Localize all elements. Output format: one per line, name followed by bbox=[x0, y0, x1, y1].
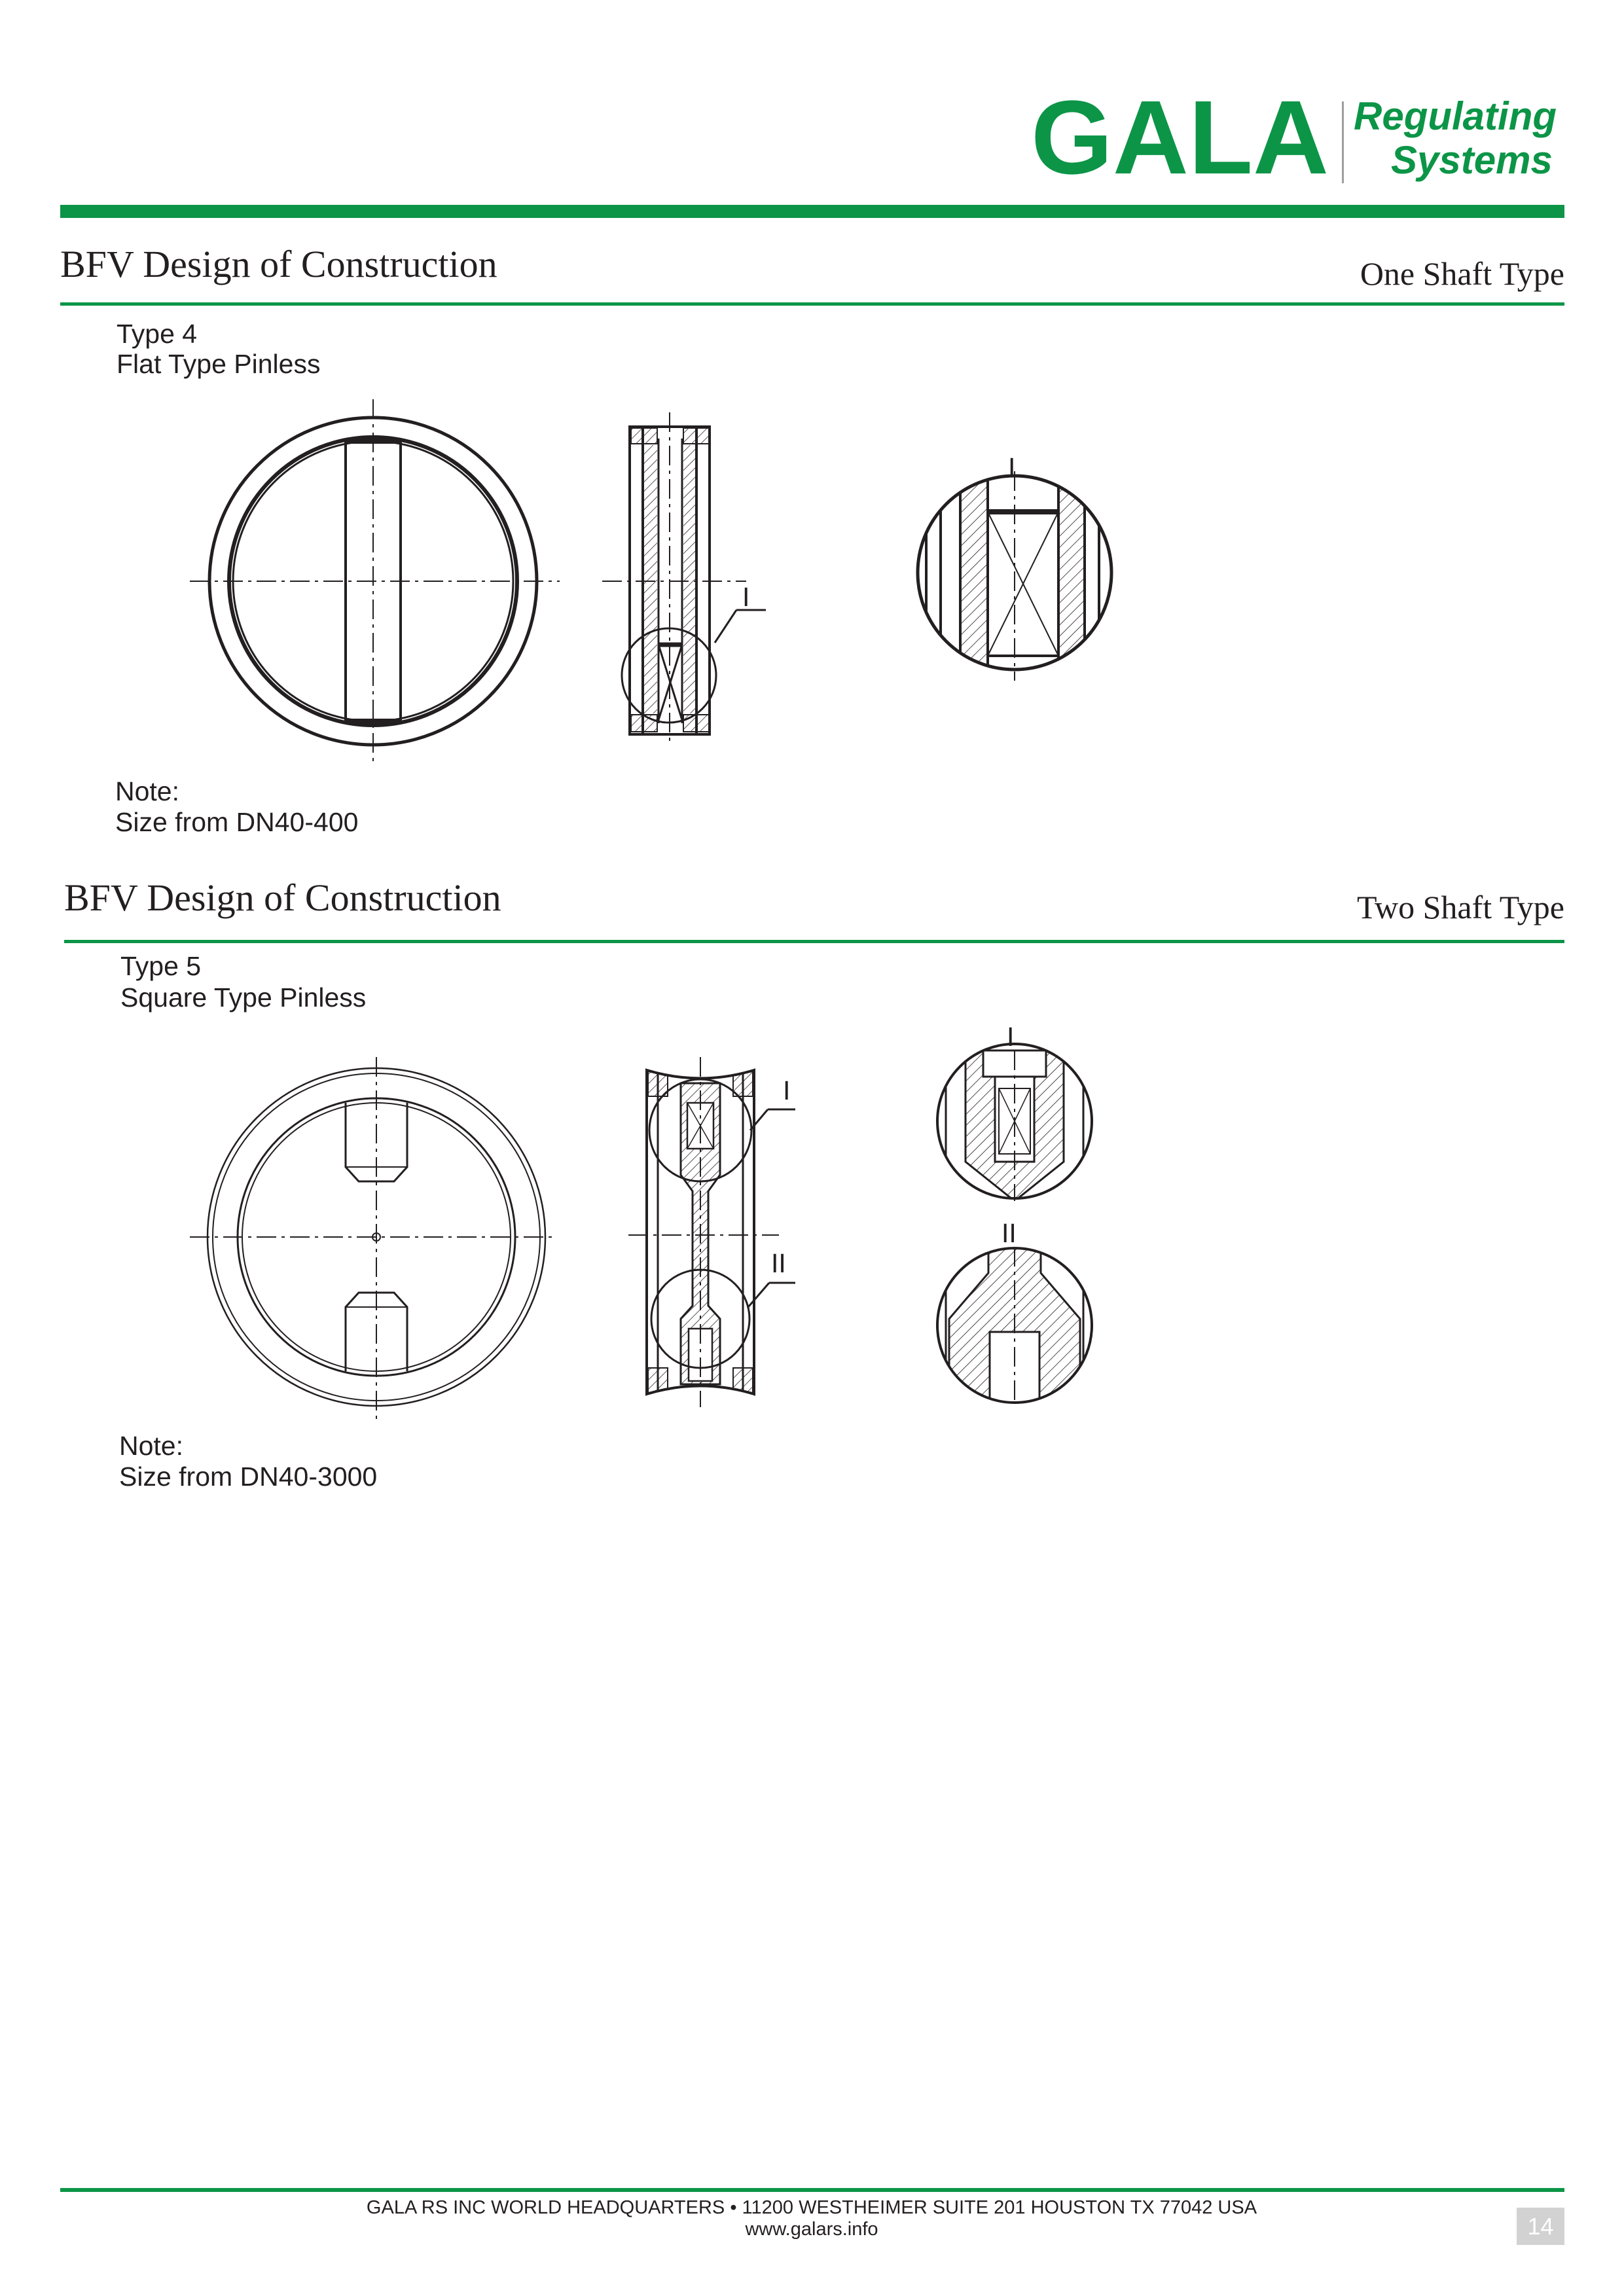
section2-detail-i-drawing bbox=[929, 1050, 1100, 1191]
section1-note-label: Note: bbox=[115, 776, 179, 806]
section2-detail-i-label: I bbox=[1007, 1022, 1015, 1052]
section1-side-callout-label: I bbox=[742, 582, 750, 612]
section1-type-name: Flat Type Pinless bbox=[117, 349, 321, 379]
section1-front-view-drawing bbox=[183, 399, 576, 766]
logo-tagline-systems: Systems bbox=[1391, 138, 1553, 182]
section2-side-callout-ii: II bbox=[771, 1248, 786, 1278]
section2-title: BFV Design of Construction bbox=[64, 876, 501, 919]
section2-note-label: Note: bbox=[119, 1431, 183, 1461]
section1-divider bbox=[60, 302, 1564, 306]
section2-type-label: Type 5 bbox=[120, 951, 202, 981]
section1-type-label: Type 4 bbox=[117, 319, 198, 349]
section2-side-callout-i: I bbox=[783, 1075, 791, 1105]
header-green-bar bbox=[60, 205, 1564, 218]
section2-note-size: Size from DN40-3000 bbox=[119, 1462, 378, 1492]
section1-detail-i-label: I bbox=[1008, 452, 1016, 482]
section1-note-size: Size from DN40-400 bbox=[115, 807, 359, 837]
gala-logo bbox=[1031, 79, 1332, 196]
section2-type-name: Square Type Pinless bbox=[120, 982, 367, 1013]
gala-logo-text: GALA bbox=[1031, 79, 1329, 196]
section2-divider bbox=[64, 940, 1564, 943]
section2-shaft-type: Two Shaft Type bbox=[1356, 889, 1564, 925]
logo-separator bbox=[1342, 101, 1344, 183]
footer-address: GALA RS INC WORLD HEADQUARTERS • 11200 WESTHEIMER SUITE 201 HOUSTON TX 77042 USA bbox=[366, 2197, 1257, 2218]
logo-tagline-regulating: Regulating bbox=[1354, 94, 1557, 138]
section2-detail-ii-label: II bbox=[1001, 1218, 1017, 1248]
section1-shaft-type: One Shaft Type bbox=[1360, 255, 1564, 292]
section1-detail-i-drawing bbox=[913, 471, 1123, 681]
section2-side-section-drawing bbox=[628, 1057, 805, 1410]
section2-detail-ii-drawing bbox=[929, 1247, 1100, 1404]
section1-title: BFV Design of Construction bbox=[60, 243, 497, 285]
footer-website: www.galars.info bbox=[745, 2219, 878, 2240]
footer-green-bar bbox=[60, 2188, 1564, 2192]
page-number: 14 bbox=[1517, 2208, 1564, 2245]
section2-front-view-drawing bbox=[187, 1057, 560, 1424]
section1-side-section-drawing bbox=[602, 412, 772, 746]
